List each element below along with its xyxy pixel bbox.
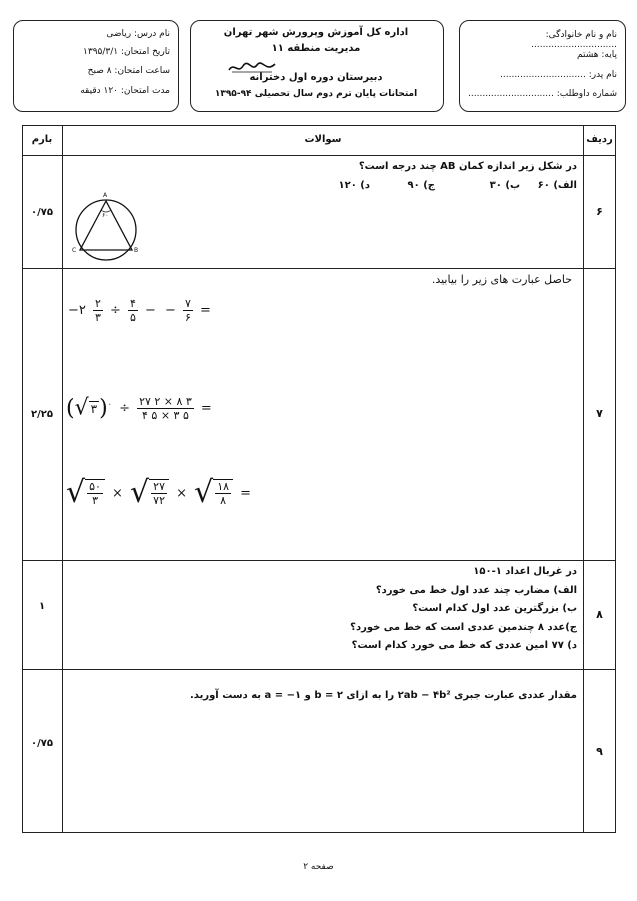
q8-line-1: در غربال اعداد ۱-۱۵۰ [473, 566, 577, 577]
q6-option-b: ب) ۳۰ [489, 180, 520, 191]
equals-sign: = [200, 303, 211, 318]
q8-line-5: د) ۷۷ امین عددی که خط می خورد کدام است؟ [351, 640, 577, 651]
equals-sign-3: = [240, 485, 252, 501]
equals-sign-2: = [200, 401, 212, 416]
times-operator: × [112, 485, 123, 501]
q8-line-2: الف) مضارب چند عدد اول خط می خورد؟ [375, 585, 577, 596]
angle-label: ۶۰ [102, 212, 109, 219]
q9-number: ۹ [596, 745, 603, 758]
q7-divider [22, 560, 615, 561]
expr1-lead: −۲ [68, 303, 86, 318]
q8-line-4: ج)عدد ۸ چندمین عددی است که خط می خورد؟ [350, 622, 577, 633]
radical-3: √ [194, 475, 214, 510]
expr1-fraction-3: $\frac{۷}{۶}$ [185, 297, 191, 324]
expr3-root-fraction-3: $\frac{۱۸}{۸}$ [217, 480, 230, 507]
point-c-label: C [72, 247, 77, 254]
q7-expression-2: (√ ۳)$^۰$ ÷ $\frac{۲۷ ۲ \times ۸ ۳}{۴ ۵ \times ۳ ۵}$ = [66, 395, 212, 422]
q6-option-d: د) ۱۲۰ [338, 180, 370, 191]
minus-operator-2: − [165, 303, 176, 318]
expr2-exponent: ۰ [107, 399, 112, 409]
q8-number: ۸ [596, 608, 603, 621]
circle-triangle-figure [70, 192, 146, 263]
q7-number: ۷ [596, 407, 603, 420]
divide-operator-2: ÷ [119, 401, 130, 416]
q7-text: حاصل عبارت های زیر را بیابید. [431, 273, 572, 286]
q8-score: ۱ [38, 601, 46, 612]
q7-expression-3 [66, 475, 253, 510]
expr2-power-fraction: $\frac{۲۷ ۲ \times ۸ ۳}{۴ ۵ \times ۳ ۵}$ [139, 395, 192, 422]
course-label: نام درس: ریاضی [106, 29, 170, 39]
org-title: اداره کل آموزش وپرورش شهر تهران [223, 27, 409, 38]
exam-date-label: تاریخ امتحان: ۱۳۹۵/۳/۱ [83, 47, 170, 57]
exam-time-label: ساعت امتحان: ۸ صبح [87, 66, 170, 76]
expr3-root-fraction-2: $\frac{۲۷}{۷۲}$ [153, 480, 165, 507]
radical-1: √ [66, 475, 86, 510]
expr1-fraction-1: $\frac{۲}{۳}$ [94, 297, 101, 324]
seat-number-field: شماره داوطلب: .............................. [468, 89, 617, 99]
score-column-divider [62, 125, 63, 832]
times-operator-2: × [176, 485, 187, 501]
column-header-row: ردیف [586, 134, 613, 145]
q6-score: ۰/۷۵ [31, 207, 53, 218]
column-header-questions: سوالات [304, 134, 342, 145]
duration-label: مدت امتحان: ۱۲۰ دقیقه [80, 86, 170, 96]
exam-title: امتحانات پایان ترم دوم سال تحصیلی ۹۴-۱۳۹۵ [214, 89, 418, 99]
divide-operator: ÷ [109, 303, 121, 318]
q9-text: مقدار عددی عبارت جبری ۲ab − ۴b² را به ازای ۲ = b و ۱− = a به دست آورید. [190, 690, 577, 701]
q6-text: در شکل زیر اندازه کمان AB چند درجه است؟ [358, 161, 577, 172]
q6-option-c: ج) ۹۰ [407, 180, 435, 191]
grade-label: پایه: هشتم [577, 50, 617, 60]
q6-option-a: الف) ۶۰ [537, 180, 577, 191]
expr3-root-fraction-1: $\frac{۵۰}{۳}$ [89, 480, 101, 507]
expr1-fraction-2: $\frac{۴}{۵}$ [129, 297, 136, 324]
header-row-divider [22, 155, 615, 156]
district-title: مدیریت منطقه ۱۱ [271, 43, 361, 54]
point-b-label: B [134, 247, 139, 254]
student-name-field: نام و نام خانوادگی: .............................. [531, 30, 617, 50]
column-header-score: بارم [31, 134, 53, 145]
father-name-field: نام پدر: .............................. [500, 70, 617, 80]
expr2-root-value: ۳ [90, 402, 98, 416]
q9-score: ۰/۷۵ [31, 738, 53, 749]
q8-line-3: ب) بزرگترین عدد اول کدام است؟ [412, 603, 577, 614]
radical-2: √ [130, 475, 150, 510]
q7-score: ۲/۲۵ [31, 409, 53, 420]
row-column-divider [583, 125, 584, 832]
q7-expression-1 [66, 297, 213, 324]
q6-number: ۶ [596, 205, 603, 218]
point-a-label: A [103, 192, 108, 199]
school-title: دبیرستان دوره اول دخترانه [249, 72, 383, 83]
q8-divider [22, 669, 615, 670]
page-number: صفحه ۲ [303, 862, 334, 872]
minus-operator: − [145, 303, 156, 318]
q6-divider [22, 268, 615, 269]
